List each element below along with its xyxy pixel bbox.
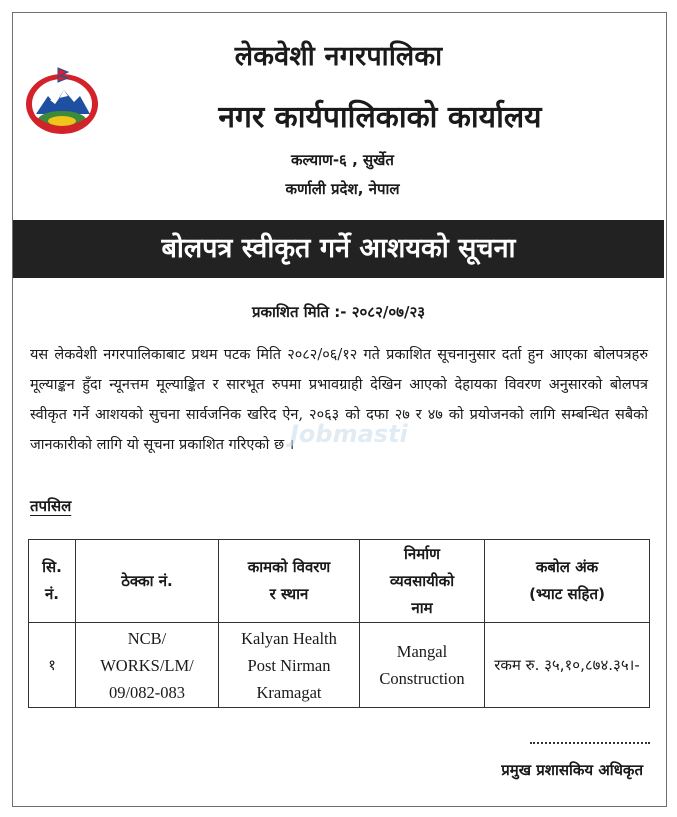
notice-title-banner: बोलपत्र स्वीकृत गर्ने आशयको सूचना [13,220,664,278]
watermark: Jobmasti [290,420,408,448]
col-builder-line1: निर्माण [404,544,440,563]
address-line-1: कल्याण-६ , सुर्खेत [291,151,394,169]
signature-line [530,742,650,744]
row-work-line1: Kalyan Health [241,628,337,648]
row-serial: १ [29,623,76,708]
row-builder-line1: Mangal [396,642,448,661]
col-builder [360,540,485,623]
row-contract-line1: NCB/ [127,628,167,648]
col-serial-line2: नं. [44,585,60,603]
col-builder-line2: व्यवसायीको [389,571,455,590]
details-table [28,539,650,708]
col-work [219,540,360,623]
col-amount-line2: (भ्याट सहित) [529,585,605,603]
signatory-title: प्रमुख प्रशासकिय अधिकृत [501,761,643,779]
col-amount [485,540,650,623]
municipality-name: लेकवेशी नगरपालिका [234,41,443,72]
published-date: प्रकाशित मिति :- २०८२/०७/२३ [251,303,426,321]
address-line-2: कर्णाली प्रदेश, नेपाल [285,180,400,198]
row-builder-line2: Construction [379,669,465,688]
col-builder-line3: नाम [411,598,433,617]
col-work-line2: र स्थान [269,585,309,603]
emblem-icon [22,66,102,138]
row-work [219,623,360,708]
row-work-line2: Post Nirman [247,655,331,675]
col-work-line1: कामको विवरण [247,558,331,576]
table-row [29,623,650,708]
table-header-row [29,540,650,623]
col-amount-line1: कबोल अंक [535,558,599,576]
row-amount: रकम रु. ३५,१०,८७४.३५।- [485,623,650,708]
office-name: नगर कार्यपालिकाको कार्यालय [218,100,542,135]
nepal-government-emblem [22,66,102,138]
col-contract-label: ठेक्का नं. [121,571,173,590]
notice-body: यस लेकवेशी नगरपालिकाबाट प्रथम पटक मिति २०८२/०६/१२ गते प्रकाशित सूचनानुसार दर्ता हुन आएका बोलपत्रहरु मूल्याङ्कन हुँदा न्यूनत्तम मूल्याङ्कित र सारभूत रुपमा प्रभावग्राही देखिन आएको देहायका विवरण अनुसारको बोलपत्र स्वीकृत गर्ने आशयको सुचना सार्वजनिक खरिद ऐन, २०६३ को दफा २७ र ४७ को प्रयोजनको लागि सम्बन्धित सबैको जानकारीको लागि यो सूचना प्रकाशित गरिएको छ । [30,347,648,453]
row-builder [360,623,485,708]
col-contract [76,540,219,623]
col-serial-line1: सि. [42,558,62,576]
details-heading: तपसिल [30,497,72,515]
col-serial [29,540,76,623]
row-contract-line2: WORKS/LM/ [100,655,194,675]
row-contract-line3: 09/082-083 [108,682,186,702]
row-work-line3: Kramagat [256,682,322,702]
row-contract [76,623,219,708]
